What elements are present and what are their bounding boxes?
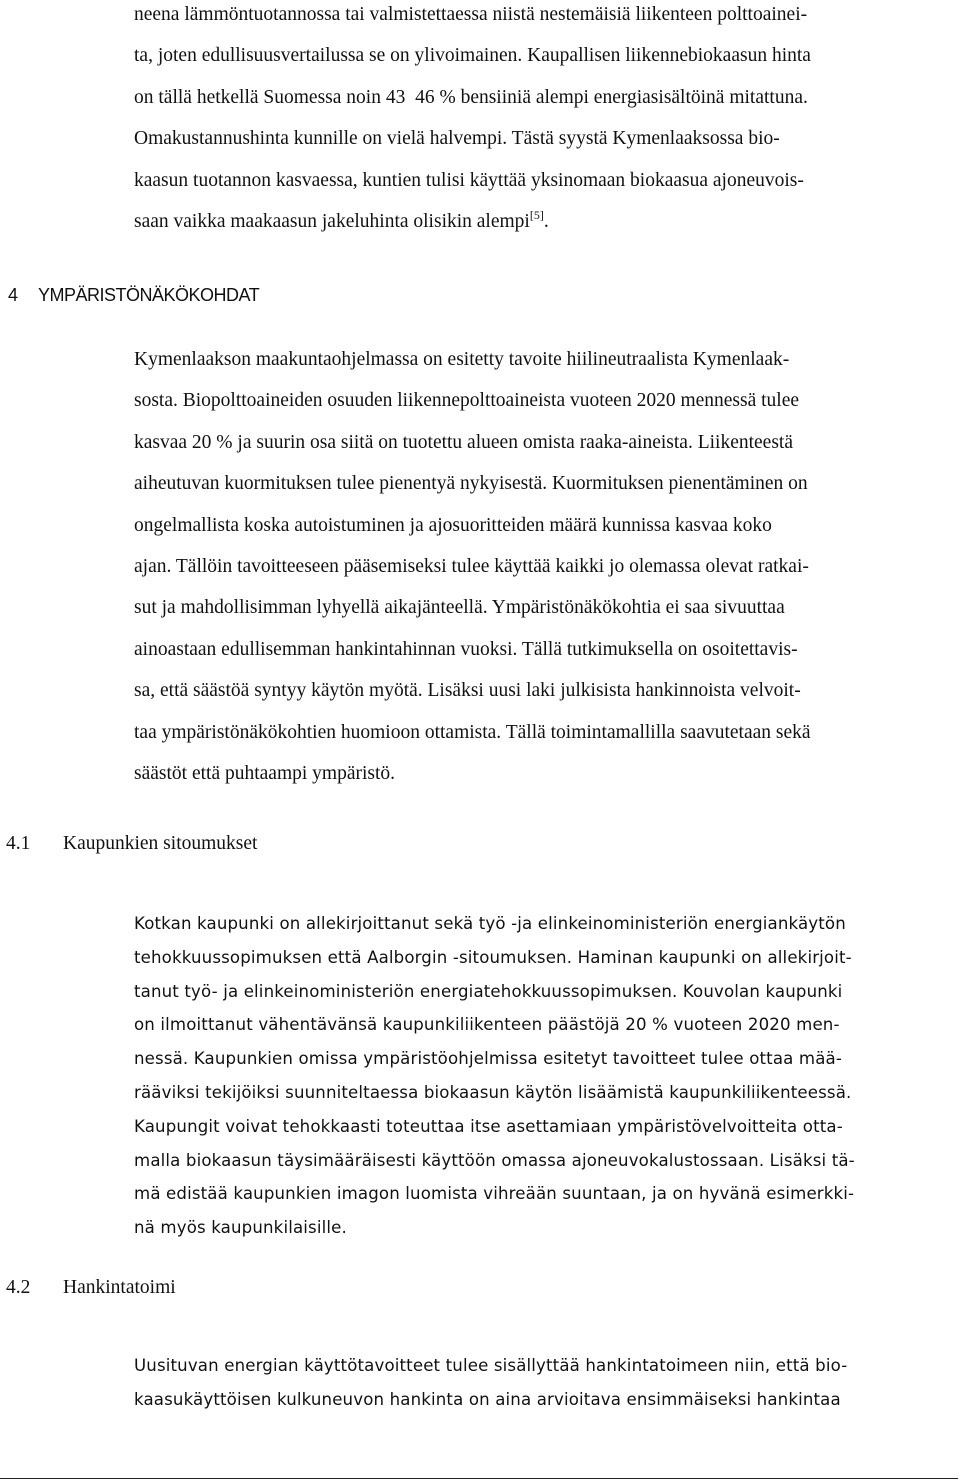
text-line: ajan. Tällöin tavoitteeseen pääsemiseksi tulee käyttää kaikki jo olemassa olevat ratkai- — [134, 556, 809, 578]
footnote-divider — [0, 1478, 958, 1479]
text-line: nä myös kaupunkilaisille. — [134, 1218, 347, 1238]
section-4-heading — [8, 283, 259, 307]
paragraph-intro — [134, 0, 956, 242]
text-line: säästöt että puhtaampi ympäristö. — [134, 763, 396, 785]
section-4-2-paragraph — [134, 1349, 956, 1417]
text-line: on ilmoittanut vähentävänsä kaupunkiliikenteen päästöjä 20 % vuoteen 2020 men- — [134, 1015, 840, 1035]
text-line: sosta. Biopolttoaineiden osuuden liikennepolttoaineista vuoteen 2020 mennessä tulee — [134, 390, 800, 412]
text-line: Uusituvan energian käyttötavoitteet tulee sisällyttää hankintatoimeen niin, että bio- — [134, 1356, 848, 1375]
section-4-1-number: 4.1 — [6, 833, 31, 854]
text-line: mä edistää kaupunkien imagon luomista vihreään suuntaan, ja on hyvänä esimerkki- — [134, 1184, 855, 1204]
text-line: taa ympäristönäkökohtien huomioon ottamista. Tällä toimintamallilla saavutetaan sekä — [134, 721, 811, 743]
text-line: rääviksi tekijöiksi suunniteltaessa biokaasun käytön lisäämistä kaupunkiliikenteessä. — [134, 1082, 852, 1102]
text-line: kaasun tuotannon kasvaessa, kuntien tulisi käyttää yksinomaan biokaasua ajoneuvois- — [134, 169, 804, 191]
section-4-2-title: Hankintatoimi — [63, 1277, 176, 1298]
text-line: Kaupungit voivat tehokkaasti toteuttaa itse asettamiaan ympäristövelvoitteita otta- — [134, 1116, 843, 1136]
section-4-1-title: Kaupunkien sitoumukset — [63, 833, 258, 854]
text-line: Omakustannushinta kunnille on vielä halvempi. Tästä syystä Kymenlaaksossa bio- — [134, 128, 780, 150]
section-4-2-number: 4.2 — [6, 1277, 31, 1298]
section-4-title: YMPÄRISTÖNÄKÖKOHDAT — [38, 285, 260, 305]
text-line: sut ja mahdollisimman lyhyellä aikajänteellä. Ympäristönäkökohtia ei saa sivuuttaa — [134, 597, 785, 619]
text-line: nessä. Kaupunkien omissa ympäristöohjelmissa esitetyt tavoitteet tulee ottaa mää- — [134, 1049, 842, 1069]
text-line: kaasukäyttöisen kulkuneuvon hankinta on aina arvioitava ensimmäiseksi hankintaa — [134, 1389, 841, 1409]
text-line: ainoastaan edullisemman hankintahinnan vuoksi. Tällä tutkimuksella on osoitettavis- — [134, 638, 798, 660]
text-line: sa, että säästöä syntyy käytön myötä. Lisäksi uusi laki julkisista hankinnoista velvoit- — [134, 680, 801, 702]
text-line: Kymenlaakson maakuntaohjelmassa on esitetty tavoite hiilineutraalista Kymenlaak- — [134, 349, 790, 370]
section-4-paragraph — [134, 339, 956, 794]
text-line: ta, joten edullisuusvertailussa se on ylivoimainen. Kaupallisen liikennebiokaasun hinta — [134, 45, 811, 67]
text-line-last — [134, 201, 956, 242]
sentence-period: . — [543, 211, 549, 233]
text-line: malla biokaasun täysimääräisesti käyttöön omassa ajoneuvokalustossaan. Lisäksi tä- — [134, 1150, 855, 1170]
reference-marker: [5] — [529, 208, 544, 223]
text-line: Kotkan kaupunki on allekirjoittanut sekä työ -ja elinkeinoministeriön energiankäytön — [134, 914, 846, 933]
text-line: aiheutuvan kuormituksen tulee pienentyä nykyisestä. Kuormituksen pienentäminen on — [134, 473, 808, 495]
text-line: ongelmallista koska autoistuminen ja ajosuoritteiden määrä kunnissa kasvaa koko — [134, 514, 772, 536]
text-line: on tällä hetkellä Suomessa noin 43 46 % bensiiniä alempi energiasisältöinä mitattuna. — [134, 86, 808, 108]
section-4-1-paragraph — [134, 907, 956, 1245]
text-line: saan vaikka maakaasun jakeluhinta olisikin alempi — [134, 211, 530, 233]
section-4-number: 4 — [8, 285, 18, 305]
text-line: tehokkuussopimuksen että Aalborgin -sitoumuksen. Haminan kaupunki on allekirjoit- — [134, 947, 852, 967]
section-4-1-heading — [6, 831, 257, 857]
text-line: tanut työ- ja elinkeinoministeriön energiatehokkuussopimuksen. Kouvolan kaupunki — [134, 981, 843, 1001]
text-line: kasvaa 20 % ja suurin osa siitä on tuotettu alueen omista raaka-aineista. Liikenteestä — [134, 431, 793, 453]
section-4-2-heading — [6, 1275, 176, 1301]
text-line: neena lämmöntuotannossa tai valmistettaessa niistä nestemäisiä liikenteen polttoainei- — [134, 4, 808, 25]
